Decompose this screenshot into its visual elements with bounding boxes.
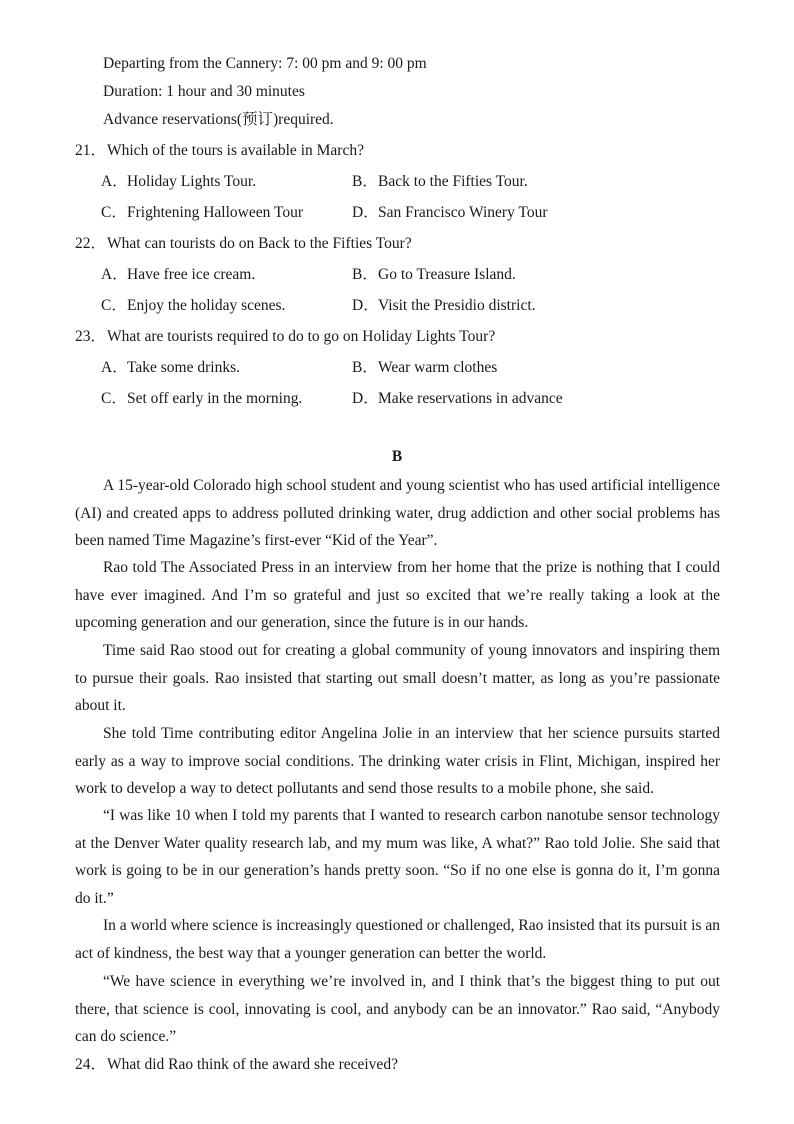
reservation-info: Advance reservations(预订)required. <box>103 111 334 128</box>
passage-paragraph-5: “I was like 10 when I told my parents that I wanted to research carbon nanotube sensor technology at the Denver Water quality research lab, and my mum was like, A what?” Rao told Jolie. She said that work is going to be in our generation’s hands pretty soon. “So if no one else is gonna do it, I’m gonna do it.” <box>75 807 720 907</box>
option-a[interactable]: A．Holiday Lights Tour. <box>101 173 257 190</box>
section-heading: B <box>391 448 403 465</box>
option-row <box>101 265 721 285</box>
passage-paragraph-7: “We have science in everything we’re involved in, and I think that’s the biggest thing to put out there, that science is cool, innovating is cool, and anybody can be an innovator.” Rao said, “Anybody can do science.” <box>75 973 720 1045</box>
question-number: 24． <box>75 1056 107 1073</box>
question-number: 21． <box>75 142 107 159</box>
question-text: Which of the tours is available in March? <box>107 142 364 159</box>
departure-info: Departing from the Cannery: 7: 00 pm and 9: 00 pm <box>103 55 427 72</box>
question-text: What can tourists do on Back to the Fifties Tour? <box>107 235 412 252</box>
question-21 <box>75 141 364 161</box>
question-text: What are tourists required to do to go on Holiday Lights Tour? <box>107 328 496 345</box>
option-c[interactable]: C．Enjoy the holiday scenes. <box>101 297 286 314</box>
passage-paragraph-6: In a world where science is increasingly questioned or challenged, Rao insisted that its pursuit is an act of kindness, the best way that a younger generation can better the world. <box>75 917 720 962</box>
option-c[interactable]: C．Set off early in the morning. <box>101 390 303 407</box>
option-row <box>101 203 721 223</box>
question-23 <box>75 327 495 347</box>
option-row <box>101 172 721 192</box>
option-b[interactable]: B．Go to Treasure Island. <box>352 266 516 283</box>
option-a[interactable]: A．Have free ice cream. <box>101 266 256 283</box>
passage-paragraph-1: A 15-year-old Colorado high school student and young scientist who has used artificial intelligence (AI) and created apps to address polluted drinking water, drug addiction and other social problems has been named Time Magazine’s first-ever “Kid of the Year”. <box>75 477 720 549</box>
option-row <box>101 389 721 409</box>
question-number: 23． <box>75 328 107 345</box>
passage-paragraph-2: Rao told The Associated Press in an interview from her home that the prize is nothing that I could have ever imagined. And I’m so grateful and just so excited that we’re really taking a look at the upcoming generation and our generation, since the future is in our hands. <box>75 559 720 631</box>
option-row <box>101 358 721 378</box>
option-d[interactable]: D．San Francisco Winery Tour <box>352 204 548 221</box>
option-row <box>101 296 721 316</box>
option-b[interactable]: B．Back to the Fifties Tour. <box>352 173 528 190</box>
passage-paragraph-3: Time said Rao stood out for creating a global community of young innovators and inspiring them to pursue their goals. Rao insisted that starting out small doesn’t matter, as long as you’re passionate about it. <box>75 642 720 714</box>
option-d[interactable]: D．Visit the Presidio district. <box>352 297 536 314</box>
passage-paragraph-4: She told Time contributing editor Angelina Jolie in an interview that her science pursuits started early as a way to improve social conditions. The drinking water crisis in Flint, Michigan, inspired her work to develop a way to detect pollutants and send those results to a mobile phone, she said. <box>75 725 720 797</box>
question-24 <box>75 1055 398 1075</box>
question-text: What did Rao think of the award she received? <box>107 1056 398 1073</box>
option-d[interactable]: D．Make reservations in advance <box>352 390 563 407</box>
option-b[interactable]: B．Wear warm clothes <box>352 359 498 376</box>
option-c[interactable]: C．Frightening Halloween Tour <box>101 204 303 221</box>
duration-info: Duration: 1 hour and 30 minutes <box>103 83 305 100</box>
question-22 <box>75 234 412 254</box>
question-number: 22． <box>75 235 107 252</box>
option-a[interactable]: A．Take some drinks. <box>101 359 240 376</box>
